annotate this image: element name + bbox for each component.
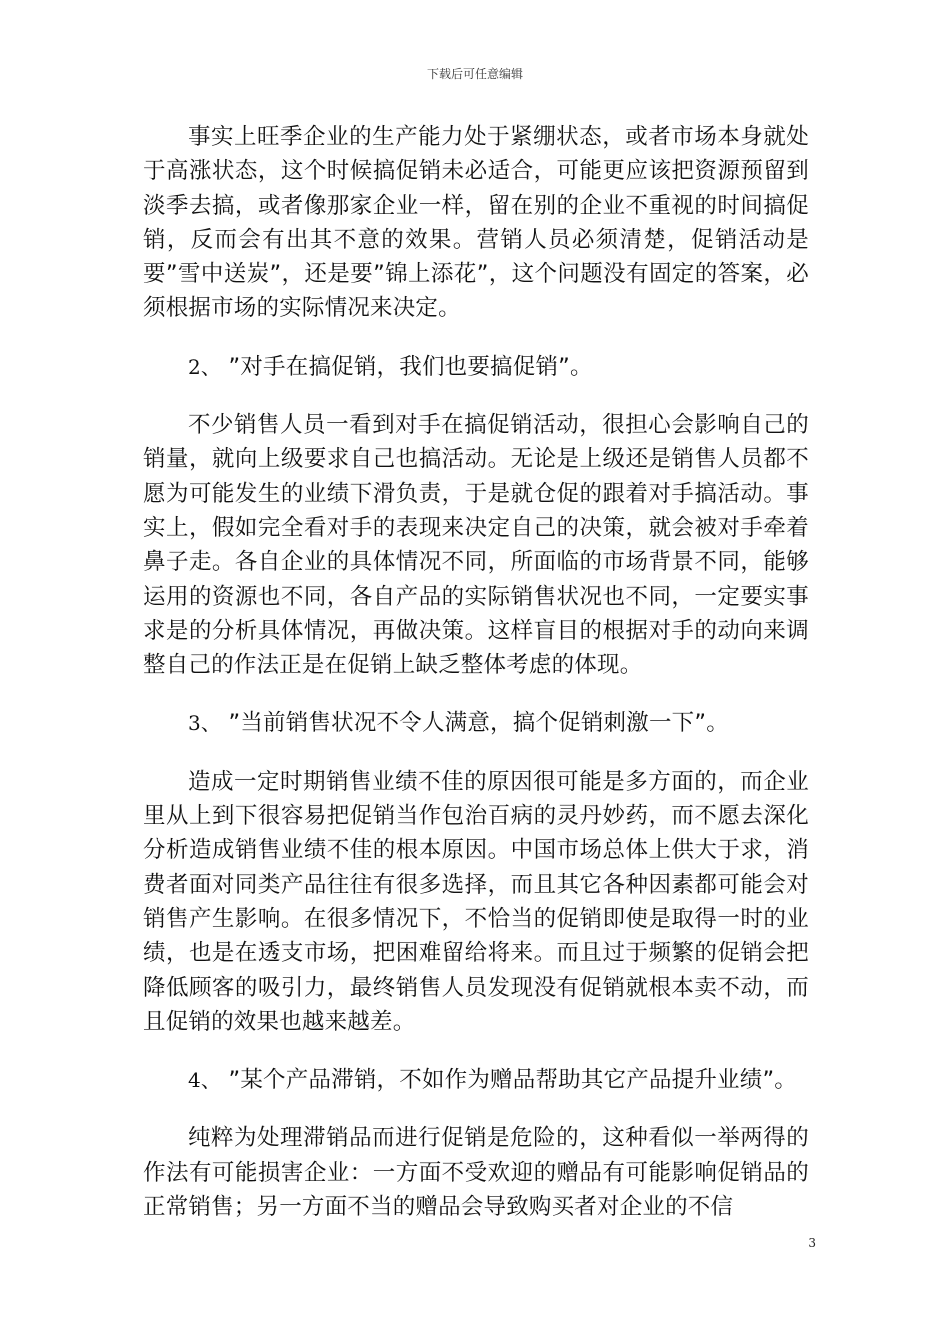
- heading-number: 2、: [188, 354, 222, 379]
- section-heading: [143, 1063, 809, 1097]
- heading-text: ”某个产品滞销，不如作为赠品帮助其它产品提升业绩”。: [228, 1067, 797, 1094]
- heading-number: 4、: [188, 1068, 222, 1093]
- document-body: [143, 120, 809, 1248]
- section-heading: [143, 706, 809, 740]
- page-number: 3: [808, 1236, 816, 1250]
- body-paragraph: 不少销售人员一看到对手在搞促销活动，很担心会影响自己的销量，就向上级要求自己也搞活动。无论是上级还是销售人员都不愿为可能发生的业绩下滑负责，于是就仓促的跟着对手搞活动。事实上，假如完全看对手的表现来决定自己的决策，就会被对手牵着鼻子走。各自企业的具体情况不同，所面临的市场背景不同，能够运用的资源也不同，各自产品的实际销售状况也不同，一定要实事求是的分析具体情况，再做决策。这样盲目的根据对手的动向来调整自己的作法正是在促销上缺乏整体考虑的体现。: [143, 412, 809, 679]
- body-paragraph: 事实上旺季企业的生产能力处于紧绷状态，或者市场本身就处于高涨状态，这个时候搞促销未必适合，可能更应该把资源预留到淡季去搞，或者像那家企业一样，留在别的企业不重视的时间搞促销，反而会有出其不意的效果。营销人员必须清楚，促销活动是要”雪中送炭”，还是要”锦上添花”，这个问题没有固定的答案，必须根据市场的实际情况来决定。: [143, 124, 809, 322]
- heading-text: ”当前销售状况不令人满意，搞个促销刺激一下”。: [228, 710, 729, 737]
- section-heading: [143, 350, 809, 384]
- heading-number: 3、: [188, 711, 222, 736]
- body-paragraph: 造成一定时期销售业绩不佳的原因很可能是多方面的，而企业里从上到下很容易把促销当作包治百病的灵丹妙药，而不愿去深化分析造成销售业绩不佳的根本原因。中国市场总体上供大于求，消费者面对同类产品往往有很多选择，而且其它各种因素都可能会对销售产生影响。在很多情况下，不恰当的促销即使是取得一时的业绩，也是在透支市场，把困难留给将来。而且过于频繁的促销会把降低顾客的吸引力，最终销售人员发现没有促销就根本卖不动，而且促销的效果也越来越差。: [143, 768, 809, 1035]
- body-paragraph: 纯粹为处理滞销品而进行促销是危险的，这种看似一举两得的作法有可能损害企业：一方面不受欢迎的赠品有可能影响促销品的正常销售；另一方面不当的赠品会导致购买者对企业的不信: [143, 1125, 809, 1221]
- page-header: 下载后可任意编辑: [426, 67, 523, 81]
- heading-text: ”对手在搞促销，我们也要搞促销”。: [228, 353, 593, 380]
